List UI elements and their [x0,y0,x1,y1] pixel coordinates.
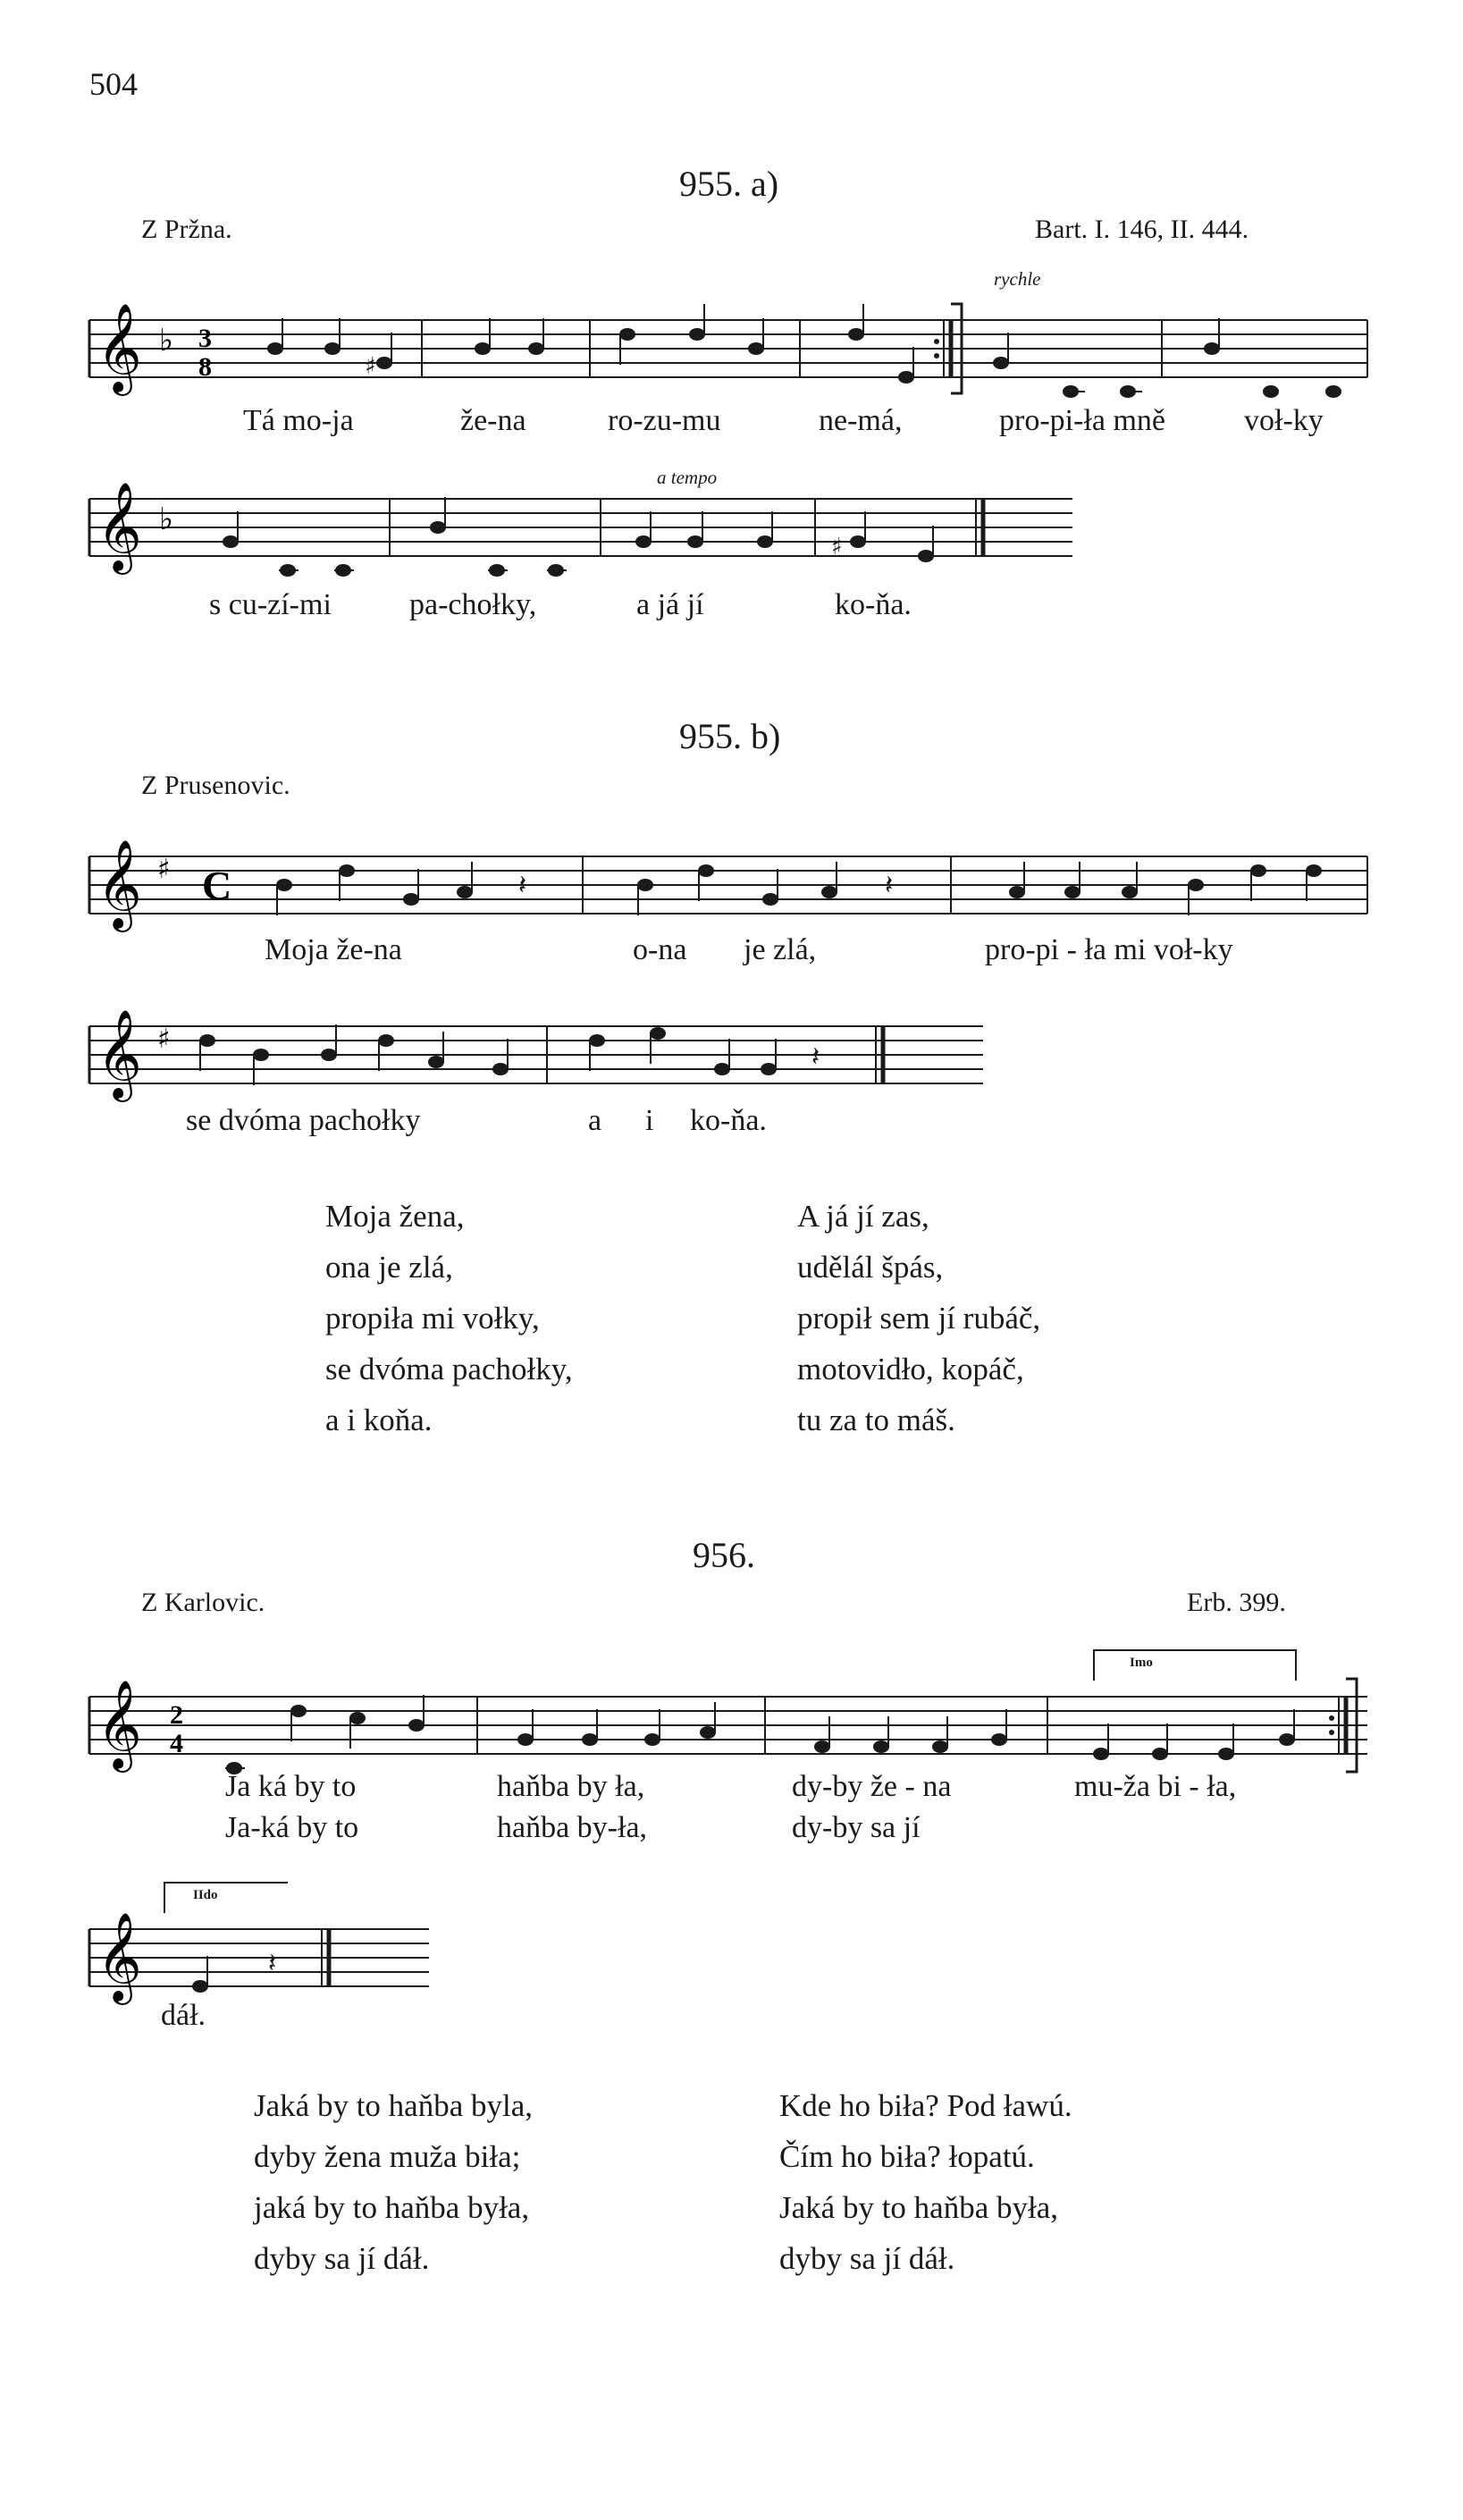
svg-text:4: 4 [170,1729,183,1758]
verse-line: jaká by to haňba była, [254,2190,530,2225]
volta-label-1: Imo [1130,1656,1153,1670]
lyric: s cu-zí-mi [209,588,332,621]
lyric: o-na [633,933,687,966]
staff-lines [89,1026,983,1083]
verse-stanza-1 [325,1191,573,1445]
svg-text:𝄞: 𝄞 [97,1009,142,1099]
lyric: Ja-ká by to [225,1811,359,1844]
verse-line: Kde ho biła? Pod ławú. [779,2088,1072,2123]
volta-bracket-1 [1094,1650,1296,1681]
lyric: Moja že-na [265,933,402,966]
svg-text:𝄞: 𝄞 [97,839,142,929]
volta-label-2: IIdo [193,1888,218,1902]
song-origin: Z Pržna. [141,215,232,244]
tempo-mark: a tempo [657,467,718,488]
svg-text:𝄽: 𝄽 [811,1041,820,1073]
svg-text:♯: ♯ [365,353,376,380]
lyric: pro-pi-ła mně [999,404,1165,437]
svg-text:C: C [202,863,232,908]
svg-text:8: 8 [198,352,212,382]
verse-line: tu za to máš. [797,1403,955,1437]
verse-line: se dvóma pachołky, [325,1352,573,1386]
lyric: je zlá, [744,933,817,966]
lyric: a já jí [636,588,704,621]
song-reference: Erb. 399. [1187,1588,1286,1617]
song-origin: Z Karlovic. [141,1588,265,1617]
lyric: že-na [460,404,526,437]
svg-text:♯: ♯ [157,1024,171,1055]
verse-line: motovidło, kopáč, [797,1352,1024,1386]
lyric: Tá mo-ja [243,404,354,437]
staff-lines [89,1697,1367,1754]
lyric: dy-by že - na [792,1770,952,1803]
svg-text:♯: ♯ [157,854,171,885]
verse-line: Čím ho biła? łopatú. [779,2139,1035,2174]
verse-stanza-2 [779,2080,1072,2284]
lyric: a [588,1104,602,1137]
lyric: ro-zu-mu [608,404,721,437]
svg-text:𝄽: 𝄽 [518,870,527,901]
lyric: i [645,1104,654,1137]
verse-line: Jaká by to haňba była, [779,2190,1058,2225]
svg-text:𝄽: 𝄽 [885,870,894,901]
verse-line: A já jí zas, [797,1199,929,1234]
lyric: ne-má, [819,404,903,437]
volta-bracket-2 [164,1883,288,1913]
lyric: pro-pi - ła mi voł-ky [985,933,1233,966]
verse-line: dyby sa jí dáł. [254,2241,430,2276]
verse-line: dyby sa jí dáł. [779,2241,955,2276]
tempo-mark: rychle [994,268,1041,290]
svg-text:𝄞: 𝄞 [97,1680,142,1769]
verse-line: udělál špás, [797,1250,944,1285]
verse-stanza-1 [254,2080,533,2284]
verse-line: dyby žena muža biła; [254,2139,521,2174]
song-number-956: 956. [693,1535,755,1575]
verse-stanza-2 [797,1191,1040,1445]
verse-line: Jaká by to haňba byla, [254,2088,533,2123]
verse-line: propiła mi vołky, [325,1301,540,1336]
lyric: ko-ňa. [690,1104,767,1137]
svg-text:𝄞: 𝄞 [97,482,142,571]
lyric: haňba by ła, [497,1770,645,1803]
verse-line: ona je zlá, [325,1250,453,1285]
lyric: Ja ká by to [225,1770,357,1803]
svg-text:2: 2 [170,1700,183,1730]
verse-line: a i koňa. [325,1403,433,1437]
lyric: pa-chołky, [409,588,537,621]
song-number-955a: 955. a) [679,164,779,204]
svg-text:♭: ♭ [159,501,174,537]
svg-text:♯: ♯ [831,534,843,560]
lyric: haňba by-ła, [497,1811,648,1844]
page-number: 504 [89,66,138,102]
lyric: voł-ky [1244,404,1324,437]
lyric: ko-ňa. [835,588,912,621]
lyric: mu-ža bi - ła, [1074,1770,1237,1803]
verse-line: propił sem jí rubáč, [797,1301,1041,1336]
svg-text:𝄞: 𝄞 [97,1912,142,2002]
svg-text:𝄽: 𝄽 [268,1948,277,1979]
svg-text:♭: ♭ [159,323,174,358]
lyric: se dvóma pachołky [186,1104,421,1137]
verse-line: Moja žena, [325,1199,465,1234]
lyric: dáł. [161,1999,206,2032]
svg-text:𝄞: 𝄞 [97,303,142,392]
song-reference: Bart. I. 146, II. 444. [1035,215,1249,244]
lyric: dy-by sa jí [792,1811,921,1844]
song-origin: Z Prusenovic. [141,771,290,800]
song-number-955b: 955. b) [679,716,781,756]
svg-text:3: 3 [198,324,212,353]
